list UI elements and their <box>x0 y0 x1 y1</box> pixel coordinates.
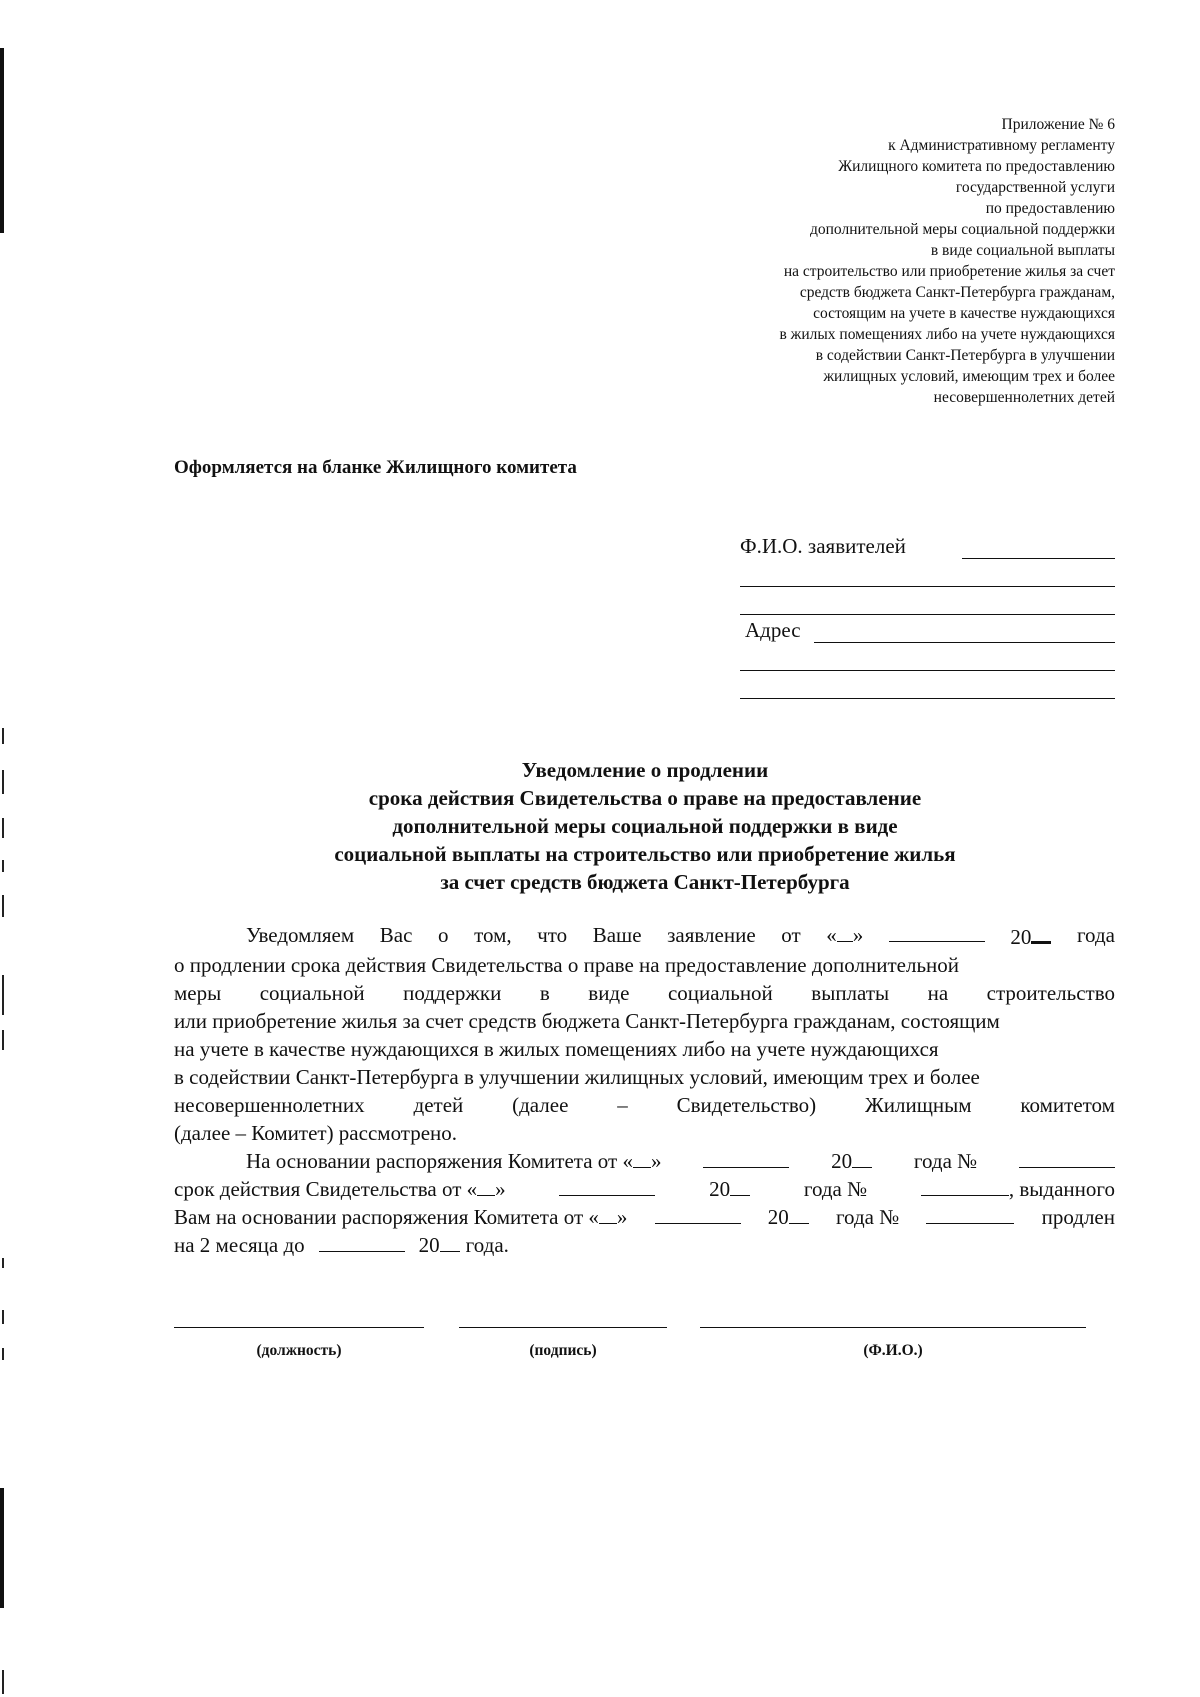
appendix-line: в содействии Санкт-Петербурга в улучшении <box>815 347 1115 364</box>
document-title <box>150 756 1140 896</box>
text-fragment: года № <box>803 1177 868 1201</box>
word: том, <box>474 923 512 947</box>
text-fragment: года № <box>835 1205 900 1229</box>
quote-close: » <box>852 923 864 947</box>
certificate-year-field[interactable] <box>709 1175 750 1203</box>
order-number-field[interactable] <box>1019 1147 1115 1168</box>
appendix-line: Приложение № 6 <box>1001 116 1115 133</box>
body-line <box>174 1147 1115 1175</box>
application-year-field[interactable] <box>1010 921 1051 951</box>
appendix-line: состоящим на учете в качестве нуждающихся <box>813 305 1115 322</box>
word: о <box>437 923 449 947</box>
letterhead-note: Оформляется на бланке Жилищного комитета <box>174 457 577 478</box>
scan-edge-mark <box>0 1488 4 1608</box>
certificate-number-field[interactable] <box>921 1175 1115 1203</box>
applicant-name-field[interactable] <box>962 558 1115 559</box>
certificate-date-field[interactable] <box>174 1175 506 1203</box>
word: выплаты <box>811 981 890 1005</box>
body-line <box>174 1091 1115 1119</box>
appendix-line: государственной услуги <box>955 179 1115 196</box>
appendix-line: несовершеннолетних детей <box>933 389 1115 406</box>
body-line <box>174 1203 1115 1231</box>
notice-body <box>174 921 1115 1259</box>
appendix-line: средств бюджета Санкт-Петербурга гражданам, <box>799 284 1115 301</box>
appendix-header <box>640 114 1115 408</box>
text-fragment: срок действия Свидетельства от « <box>174 1177 478 1201</box>
title-line: дополнительной меры социальной поддержки в виде <box>392 814 898 838</box>
body-line <box>174 921 1115 951</box>
word: года <box>1076 923 1115 947</box>
scan-edge-mark <box>0 48 4 233</box>
issue-order-date-field[interactable] <box>174 1203 627 1231</box>
signature-line[interactable] <box>459 1327 667 1328</box>
word: меры <box>174 981 222 1005</box>
extension-year-field[interactable] <box>419 1231 460 1259</box>
name-signature-line[interactable] <box>700 1327 1086 1328</box>
address-field-line-3[interactable] <box>740 698 1115 699</box>
scan-edge-mark <box>2 1030 4 1050</box>
text-fragment: года. <box>465 1233 509 1257</box>
word: (далее <box>512 1093 569 1117</box>
title-line: социальной выплаты на строительство или приобретение жилья <box>334 842 956 866</box>
appendix-line: в виде социальной выплаты <box>930 242 1115 259</box>
quote-open: « <box>826 923 837 947</box>
title-line: Уведомление о продлении <box>521 758 769 782</box>
word: в <box>539 981 550 1005</box>
text-fragment: На основании распоряжения Комитета от « <box>246 1149 633 1173</box>
text-fragment: года № <box>913 1149 978 1173</box>
word: заявление <box>667 923 756 947</box>
body-line: или приобретение жилья за счет средств бюджета Санкт-Петербурга гражданам, состоящим <box>174 1009 1000 1033</box>
position-label: (должность) <box>256 1342 342 1359</box>
word: строительство <box>986 981 1115 1005</box>
word: Уведомляем <box>246 923 355 947</box>
word: социальной <box>259 981 365 1005</box>
certificate-month-field[interactable] <box>559 1175 655 1196</box>
word: Свидетельство) <box>676 1093 817 1117</box>
year-prefix: 20 <box>418 1233 440 1257</box>
appendix-line: дополнительной меры социальной поддержки <box>810 221 1115 238</box>
body-line: (далее – Комитет) рассмотрено. <box>174 1121 458 1145</box>
full-name-label: (Ф.И.О.) <box>863 1342 923 1359</box>
issue-order-year-field[interactable] <box>768 1203 809 1231</box>
word: Жилищным <box>864 1093 972 1117</box>
scan-edge-mark <box>2 860 4 872</box>
scan-edge-mark <box>2 1310 4 1324</box>
year-prefix: 20 <box>767 1205 789 1229</box>
quote-close: » <box>495 1177 506 1201</box>
address-field-line-2[interactable] <box>740 670 1115 671</box>
word: что <box>537 923 568 947</box>
appendix-line: жилищных условий, имеющим трех и более <box>823 368 1115 385</box>
word: несовершеннолетних <box>174 1093 365 1117</box>
year-prefix: 20 <box>831 1149 853 1173</box>
address-label: Адрес <box>745 618 801 642</box>
applicant-name-field-line-3[interactable] <box>740 614 1115 615</box>
order-month-field[interactable] <box>703 1147 789 1168</box>
applicant-name-label: Ф.И.О. заявителей <box>740 534 906 558</box>
word: детей <box>413 1093 464 1117</box>
quote-close: » <box>650 1149 662 1173</box>
extension-date-field[interactable] <box>319 1231 405 1252</box>
year-prefix: 20 <box>709 1177 731 1201</box>
appendix-line: к Административному регламенту <box>888 137 1115 154</box>
body-line <box>174 1231 1115 1259</box>
scan-edge-mark <box>2 1348 4 1360</box>
word: – <box>617 1093 628 1117</box>
scan-edge-mark <box>2 895 4 917</box>
appendix-line: Жилищного комитета по предоставлению <box>838 158 1115 175</box>
order-year-field[interactable] <box>831 1147 872 1175</box>
text-fragment: на 2 месяца до <box>174 1233 305 1257</box>
word: комитетом <box>1020 1093 1115 1117</box>
issue-order-number-field[interactable] <box>926 1203 1014 1224</box>
word: социальной <box>667 981 773 1005</box>
signature-label: (подпись) <box>529 1342 597 1359</box>
application-month-field[interactable] <box>889 921 985 942</box>
text-fragment: Вам на основании распоряжения Комитета от « <box>174 1205 599 1229</box>
body-line <box>174 1175 1115 1203</box>
address-field[interactable] <box>814 642 1115 643</box>
scan-edge-mark <box>2 975 4 1015</box>
order-date-field[interactable] <box>246 1147 661 1175</box>
scan-edge-mark <box>2 728 4 744</box>
application-day-field[interactable] <box>826 921 863 951</box>
body-line: о продлении срока действия Свидетельства о праве на предоставление дополнительной <box>174 953 960 977</box>
appendix-line: в жилых помещениях либо на учете нуждающихся <box>779 326 1115 343</box>
applicant-name-field-line-2[interactable] <box>740 586 1115 587</box>
title-line: срока действия Свидетельства о праве на предоставление <box>368 786 922 810</box>
scan-edge-mark <box>2 818 4 838</box>
body-line <box>174 979 1115 1007</box>
body-line: на учете в качестве нуждающихся в жилых помещениях либо на учете нуждающихся <box>174 1037 939 1061</box>
word: на <box>927 981 949 1005</box>
scan-edge-mark <box>2 1670 4 1694</box>
word: виде <box>588 981 630 1005</box>
position-signature-line[interactable] <box>174 1327 424 1328</box>
word: Вас <box>379 923 413 947</box>
word: поддержки <box>403 981 502 1005</box>
year-prefix: 20 <box>1010 925 1032 949</box>
scan-edge-mark <box>2 770 4 794</box>
word: Ваше <box>592 923 642 947</box>
word: от <box>781 923 801 947</box>
scan-edge-mark <box>2 1258 4 1268</box>
appendix-line: по предоставлению <box>985 200 1115 217</box>
appendix-line: на строительство или приобретение жилья за счет <box>783 263 1115 280</box>
text-fragment: продлен <box>1041 1205 1115 1229</box>
text-fragment: , выданного <box>1008 1177 1115 1201</box>
quote-close: » <box>616 1205 628 1229</box>
body-line: в содействии Санкт-Петербурга в улучшении жилищных условий, имеющим трех и более <box>174 1065 980 1089</box>
title-line: за счет средств бюджета Санкт-Петербурга <box>440 870 850 894</box>
issue-order-month-field[interactable] <box>655 1203 741 1224</box>
